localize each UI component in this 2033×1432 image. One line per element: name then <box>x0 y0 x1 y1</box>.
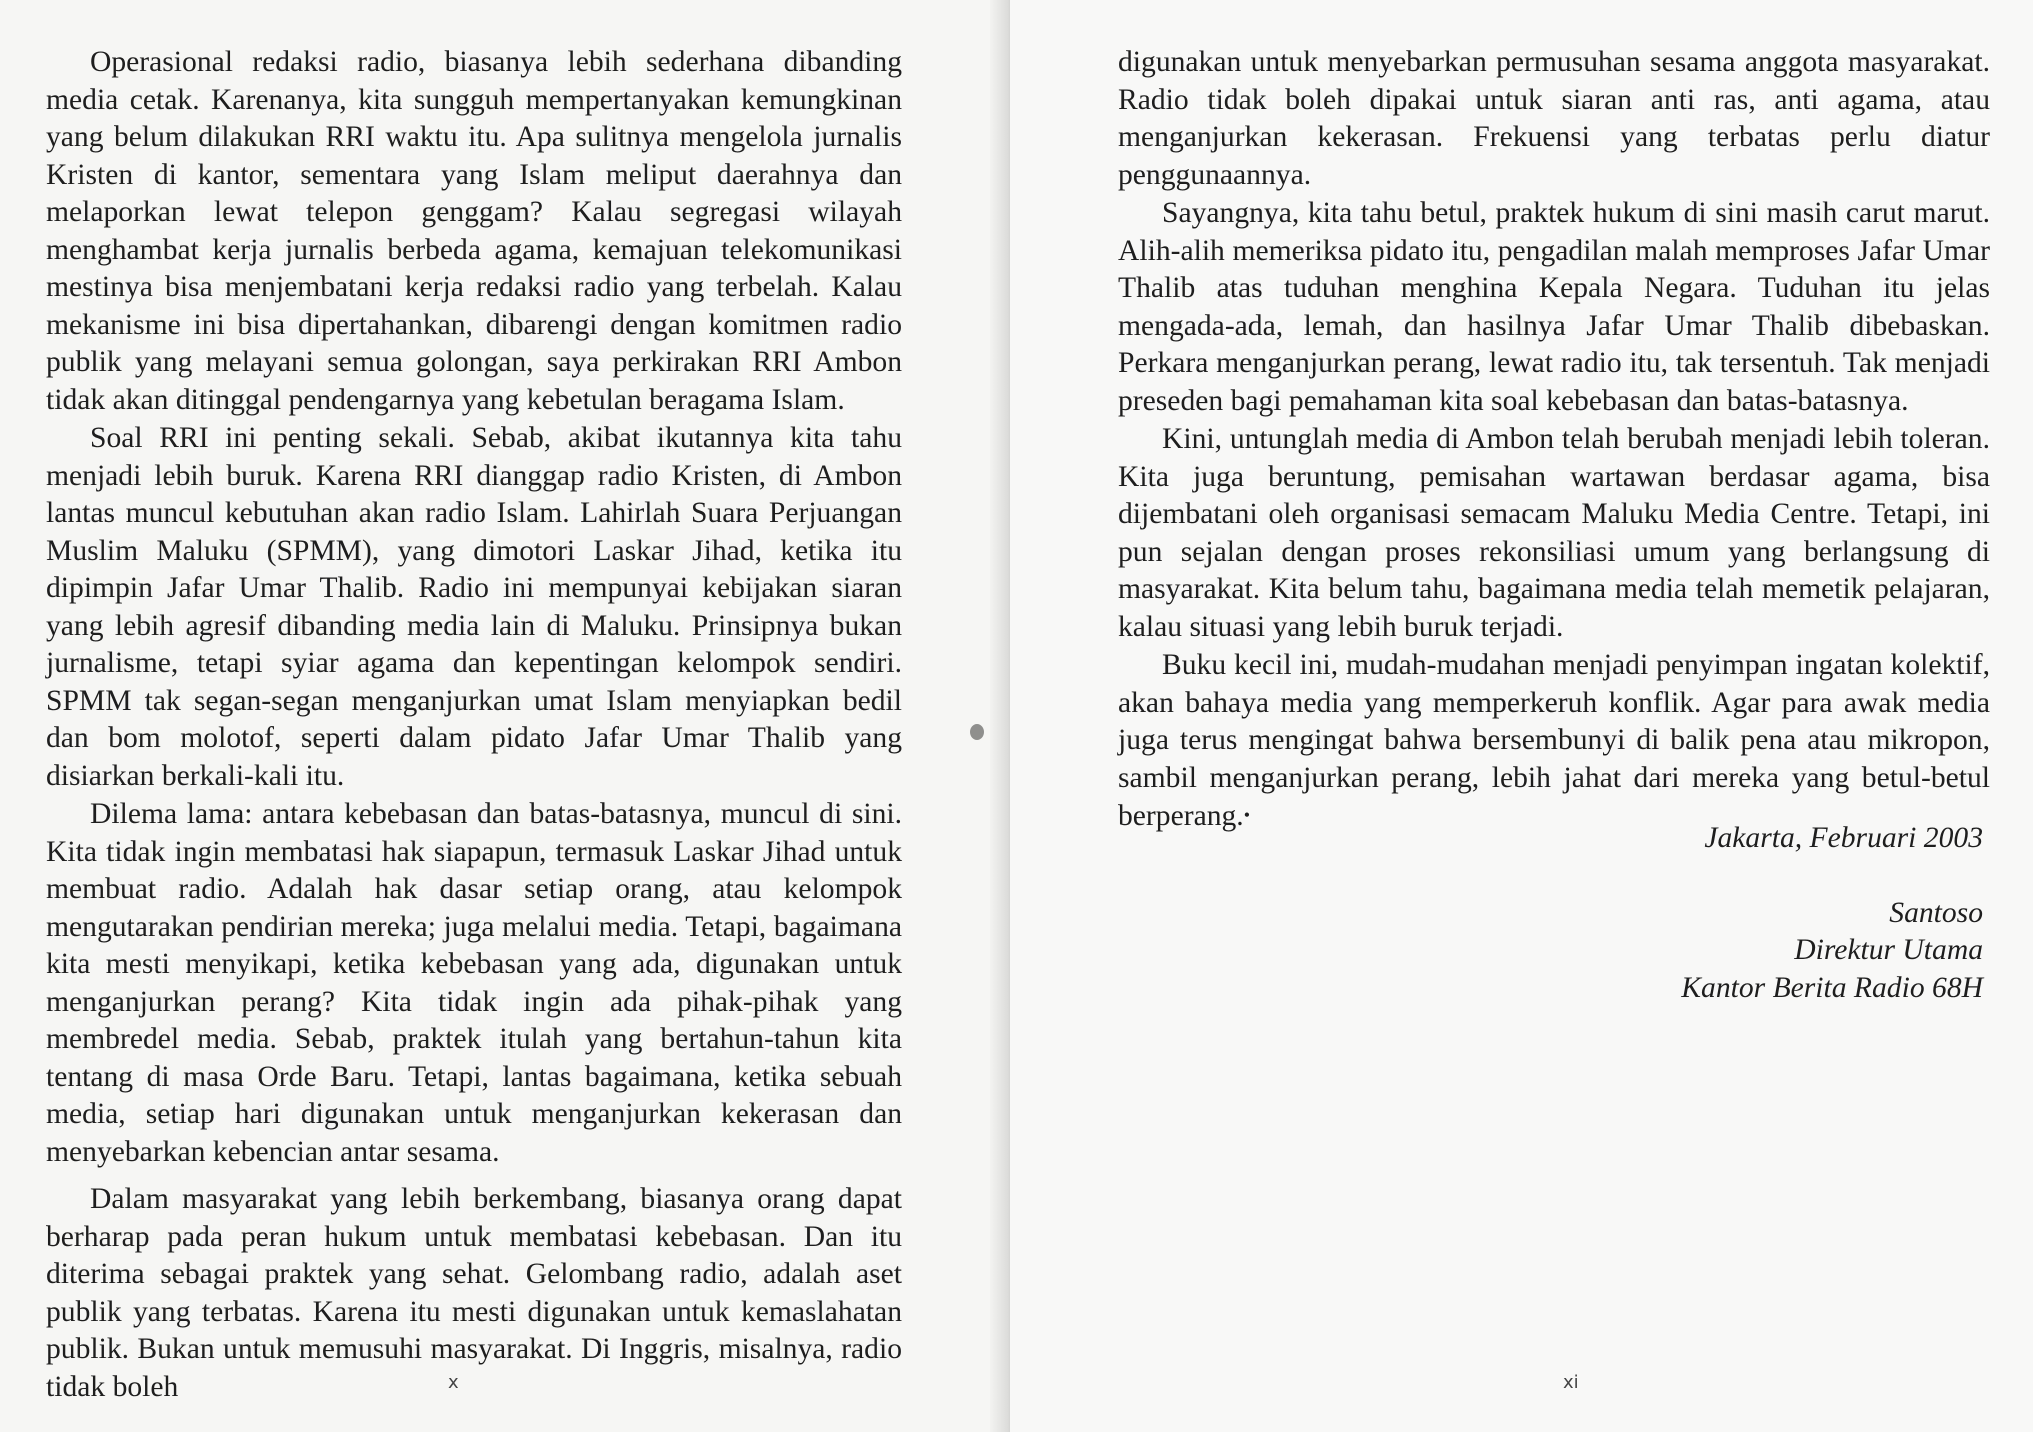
page-number: x <box>448 1372 459 1393</box>
paragraph: Kini, untunglah media di Ambon telah berubah menjadi lebih toleran. Kita juga beruntung, pemisahan wartawan berdasar agama, bisa dijembatani oleh organisasi semacam Maluku Media Centre. Tetapi, ini pun sejalan dengan proses rekonsiliasi umum yang berlangsung di masyarakat. Kita belum tahu, bagaimana media telah memetik pelajaran, kalau situasi yang lebih buruk terjadi. <box>1118 423 1990 643</box>
signer-name: Santoso <box>1889 896 1983 929</box>
paragraph: Dilema lama: antara kebebasan dan batas-batasnya, muncul di sini. Kita tidak ingin membatasi hak siapapun, termasuk Laskar Jihad untuk membuat radio. Adalah hak dasar setiap orang, atau kelompok mengutarakan pendirian mereka; juga melalui media. Tetapi, bagaimana kita mesti menyikapi, ketika kebebasan yang ada, digunakan untuk menganjurkan perang? Kita tidak ingin ada pihak-pihak yang membredel media. Sebab, praktek itulah yang bertahun-tahun kita tentang di masa Orde Baru. Tetapi, lantas bagaimana, ketika sebuah media, setiap hari digunakan untuk menganjurkan kekerasan dan menyebarkan kebencian antar sesama. <box>46 798 902 1168</box>
paragraph: Dalam masyarakat yang lebih berkembang, biasanya orang dapat berharap pada peran hukum untuk membatasi kebebasan. Dan itu diterima sebagai praktek yang sehat. Gelombang radio, adalah aset publik yang terbatas. Karena itu mesti digunakan untuk kemaslahatan publik. Bukan untuk memusuhi masyarakat. Di Inggris, misalnya, radio tidak boleh <box>46 1183 902 1403</box>
signer-title: Direktur Utama <box>1794 934 1983 966</box>
paragraph: Soal RRI ini penting sekali. Sebab, akibat ikutannya kita tahu menjadi lebih buruk. Karena RRI dianggap radio Kristen, di Ambon lantas muncul kebutuhan akan radio Islam. Lahirlah Suara Perjuangan Muslim Maluku (SPMM), yang dimotori Laskar Jihad, ketika itu dipimpin Jafar Umar Thalib. Radio ini mempunyai kebijakan siaran yang lebih agresif dibanding media lain di Maluku. Prinsipnya bukan jurnalisme, tetapi syiar agama dan kepentingan kelompok sendiri. SPMM tak segan-segan menganjurkan umat Islam menyiapkan bedil dan bom molotof, seperti dalam pidato Jafar Umar Thalib yang disiarkan berkali-kali itu. <box>46 422 902 792</box>
paragraph: Operasional redaksi radio, biasanya lebih sederhana dibanding media cetak. Karenanya, kita sungguh mempertanyakan kemungkinan yang belum dilakukan RRI waktu itu. Apa sulitnya mengelola jurnalis Kristen di kantor, sementara yang Islam meliput daerahnya dan melaporkan lewat telepon genggam? Kalau segregasi wilayah menghambat kerja jurnalis berbeda agama, kemajuan telekomunikasi mestinya bisa menjembatani kerja redaksi radio yang terbelah. Kalau mekanisme ini bisa dipertahankan, dibarengi dengan komitmen radio publik yang melayani semua golongan, saya perkirakan RRI Ambon tidak akan ditinggal pendengarnya yang kebetulan beragama Islam. <box>46 46 902 416</box>
end-mark: • <box>1243 805 1251 825</box>
right-page-text <box>1118 44 1990 836</box>
binding-mark <box>970 724 984 740</box>
signer-organization: Kantor Berita Radio 68H <box>1681 971 1983 1004</box>
paragraph-last <box>1118 647 1990 836</box>
signature-block <box>1681 820 1983 1007</box>
paragraph: digunakan untuk menyebarkan permusuhan sesama anggota masyarakat. Radio tidak boleh dipakai untuk siaran anti ras, anti agama, atau menganjurkan kekerasan. Frekuensi yang terbatas perlu diatur penggunaannya. <box>1118 46 1990 191</box>
right-page <box>1010 0 2033 1432</box>
paragraph-text: Buku kecil ini, mudah-mudahan menjadi penyimpan ingatan kolektif, akan bahaya media yang memperkeruh konflik. Agar para awak media juga terus mengingat bahwa bersembunyi di balik pena atau mikropon, sambil menganjurkan perang, lebih jahat dari mereka yang betul-betul berperang. <box>1118 649 1990 832</box>
page-number: xi <box>1563 1372 1579 1393</box>
paragraph: Sayangnya, kita tahu betul, praktek hukum di sini masih carut marut. Alih-alih memeriksa pidato itu, pengadilan malah memproses Jafar Umar Thalib atas tuduhan menghina Kepala Negara. Tuduhan itu jelas mengada-ada, lemah, dan hasilnya Jafar Umar Thalib dibebaskan. Perkara menganjurkan perang, lewat radio itu, tak tersentuh. Tak menjadi preseden bagi pemahaman kita soal kebebasan dan batas-batasnya. <box>1118 197 1990 417</box>
place-date: Jakarta, Februari 2003 <box>1704 822 1983 854</box>
left-page <box>0 0 1005 1432</box>
left-page-text <box>46 44 902 1406</box>
